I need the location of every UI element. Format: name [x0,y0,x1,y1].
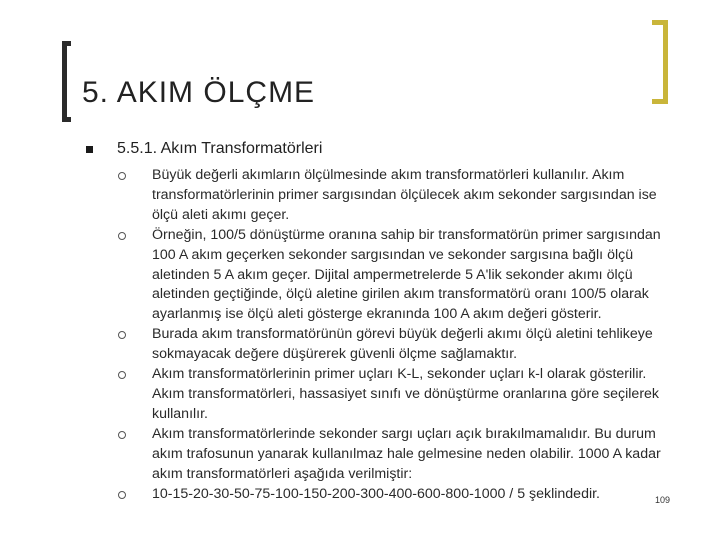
list-item [118,325,678,365]
bullet-list [118,166,678,504]
list-item [118,226,678,326]
list-item-text: Akım transformatörlerinin primer uçları K-L, sekonder uçları k-l olarak gösterilir. Akım transformatörleri, hassasiyet sınıfı ve dönüştürme oranlarına göre seçilerek kullanılır. [152,366,660,422]
list-item [118,485,678,505]
title-bracket-right [652,20,668,104]
title-bracket-left [62,41,71,122]
ring-bullet-icon [118,491,126,499]
ring-bullet-icon [118,232,126,240]
ring-bullet-icon [118,431,126,439]
list-item [118,365,678,425]
square-bullet-icon [86,146,93,153]
list-item [118,425,678,485]
list-item-text: 10-15-20-30-50-75-100-150-200-300-400-600-800-1000 / 5 şeklindedir. [152,485,601,502]
section-heading: 5.5.1. Akım Transformatörleri [117,140,323,157]
list-item [118,166,678,226]
list-item-text: Büyük değerli akımların ölçülmesinde akım transformatörleri kullanılır. Akım transformatörlerinin primer sargısından ölçülecek akım sekonder sargısından ise ölçü aleti akımı geçer. [152,167,657,223]
ring-bullet-icon [118,331,126,339]
ring-bullet-icon [118,172,126,180]
list-item-text: Burada akım transformatörünün görevi büyük değerli akımı ölçü aletini tehlikeye sokmayacak değere düşürerek güvenli ölçme sağlamaktır. [152,326,653,363]
ring-bullet-icon [118,371,126,379]
slide-title: 5. AKIM ÖLÇME [82,76,316,109]
page-number: 109 [655,495,671,505]
list-item-text: Örneğin, 100/5 dönüştürme oranına sahip bir transformatörün primer sargısından 100 A akım geçerken sekonder sargısından ve sekonder sargısına bağlı ölçü aletinden 5 A akım geçer. Dijital ampermetrelerde 5 A'lik sekonder akımı ölçü aletinden geçtiğinde, ölçü aletine girilen akım transformatörü oranı 100/5 olarak ayarlanmış ise ölçü aleti gösterge ekranında 100 A akım değeri gösterir. [152,226,661,323]
list-item-text: Akım transformatörlerinde sekonder sargı uçları açık bırakılmamalıdır. Bu durum akım trafosunun yanarak kullanılmaz hale gelmesine neden olabilir. 1000 A kadar akım transformatörleri aşağıda verilmiştir: [152,425,661,482]
